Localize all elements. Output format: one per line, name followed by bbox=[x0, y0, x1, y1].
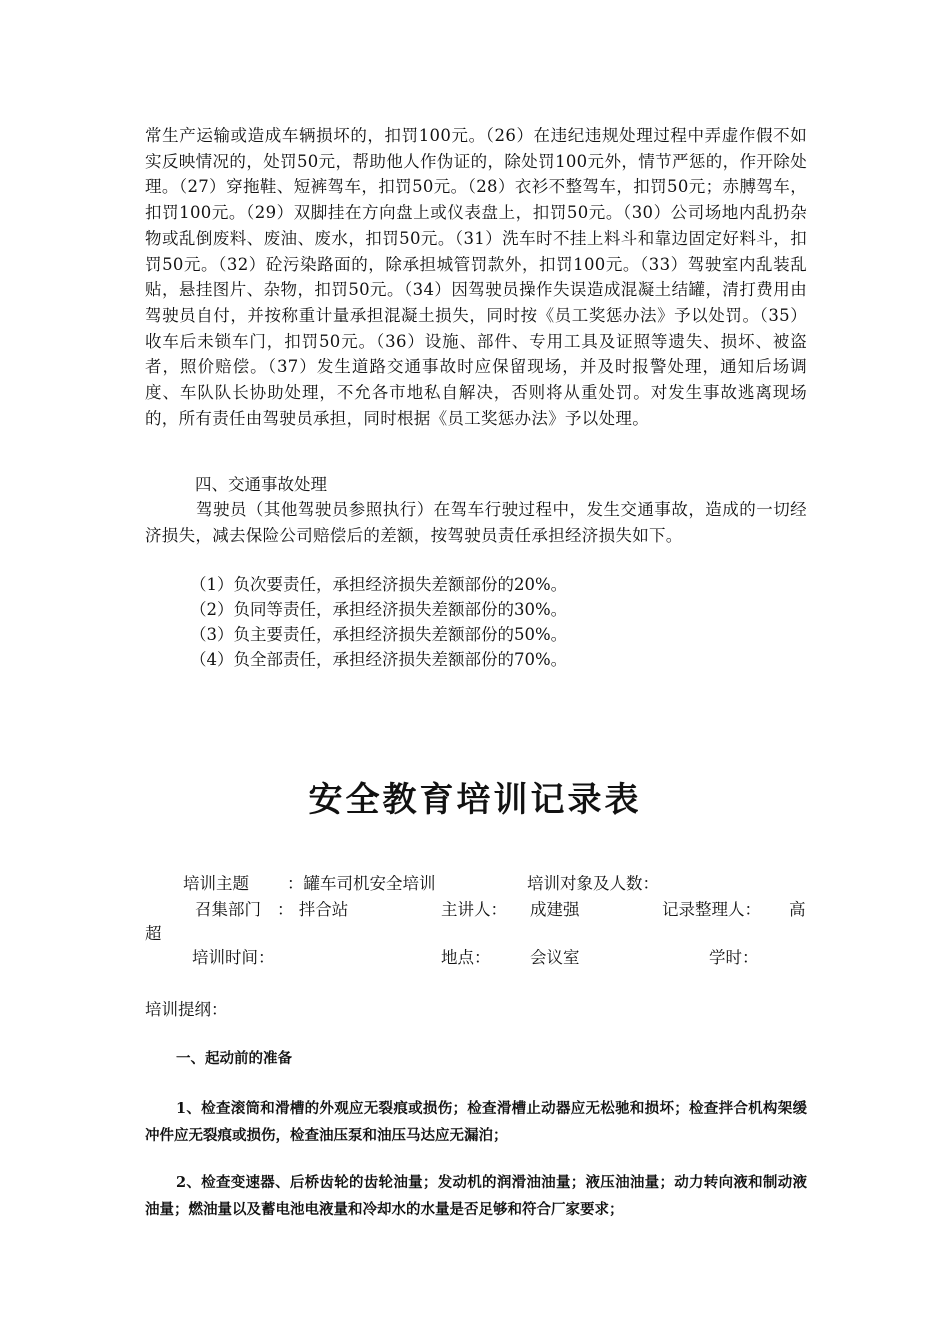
audience-label: 培训对象及人数： bbox=[527, 874, 659, 893]
outline-heading: 一、起动前的准备 bbox=[176, 1050, 292, 1067]
hours-label: 学时： bbox=[709, 948, 759, 967]
recorder-value: 高 bbox=[789, 900, 806, 919]
time-label: 培训时间： bbox=[192, 948, 275, 967]
place-value: 会议室 bbox=[530, 948, 580, 967]
record-title: 安全教育培训记录表 bbox=[308, 780, 642, 820]
liability-item: （1）负次要责任，承担经济损失差额部份的20%。 bbox=[190, 575, 568, 594]
penalty-rules-paragraph: 常生产运输或造成车辆损坏的，扣罚100元。（26）在违纪违规处理过程中弄虚作假不如实反映情况的，处罚50元，帮助他人作伪证的，除处罚100元外，情节严惩的，作开除处理。（27）穿拖鞋、短裤驾车，扣罚50元。（28）衣衫不整驾车，扣罚50元；赤膊驾车，扣罚100元。（29）双脚挂在方向盘上或仪表盘上，扣罚50元。（30）公司场地内乱扔杂物或乱倒废料、废油、废水，扣罚50元。（31）洗车时不挂上料斗和靠边固定好料斗，扣罚50元。（32）砼污染路面的，除承担城管罚款外，扣罚100元。（33）驾驶室内乱装乱贴，悬挂图片、杂物，扣罚50元。（34）因驾驶员操作失误造成混凝土结罐，清打费用由驾驶员自付，并按称重计量承担混凝土损失，同时按《员工奖惩办法》予以处罚。（35）收车后未锁车门，扣罚50元。（36）设施、部件、专用工具及证照等遗失、损坏、被盗者，照价赔偿。（37）发生道路交通事故时应保留现场，并及时报警处理，通知后场调度、车队队长协助处理，不允各市地私自解决，否则将从重处罚。对发生事故逃离现场的，所有责任由驾驶员承担，同时根据《员工奖惩办法》予以处理。 bbox=[145, 126, 807, 428]
dept-label: 召集部门 bbox=[195, 900, 261, 919]
speaker-label: 主讲人： bbox=[441, 900, 507, 919]
liability-item: （2）负同等责任，承担经济损失差额部份的30%。 bbox=[190, 600, 568, 619]
outline-label: 培训提纲： bbox=[145, 1000, 228, 1019]
accident-intro-paragraph: 驾驶员（其他驾驶员参照执行）在驾车行驶过程中，发生交通事故，造成的一切经济损失，减去保险公司赔偿后的差额，按驾驶员责任承担经济损失如下。 bbox=[145, 500, 807, 545]
liability-item: （3）负主要责任，承担经济损失差额部份的50%。 bbox=[190, 625, 568, 644]
recorder-value-continued: 超 bbox=[145, 924, 162, 943]
dept-value: ： 拌合站 bbox=[277, 900, 349, 919]
topic-label: 培训主题 bbox=[183, 874, 249, 893]
section-heading-accident: 四、交通事故处理 bbox=[195, 475, 327, 494]
place-label: 地点： bbox=[441, 948, 491, 967]
outline-item: 2、检查变速器、后桥齿轮的齿轮油量；发动机的润滑油油量；液压油油量；动力转向液和制动液油量；燃油量以及蓄电池电液量和冷却水的水量是否足够和符合厂家要求； bbox=[145, 1174, 807, 1218]
recorder-label: 记录整理人： bbox=[662, 900, 761, 919]
speaker-value: 成建强 bbox=[530, 900, 580, 919]
liability-item: （4）负全部责任，承担经济损失差额部份的70%。 bbox=[190, 650, 568, 669]
outline-item: 1、检查滚筒和滑槽的外观应无裂痕或损伤；检查滑槽止动器应无松驰和损坏；检查拌合机构架缓冲件应无裂痕或损伤，检查油压泵和油压马达应无漏泊； bbox=[145, 1100, 807, 1144]
topic-value: ：罐车司机安全培训 bbox=[287, 874, 436, 893]
